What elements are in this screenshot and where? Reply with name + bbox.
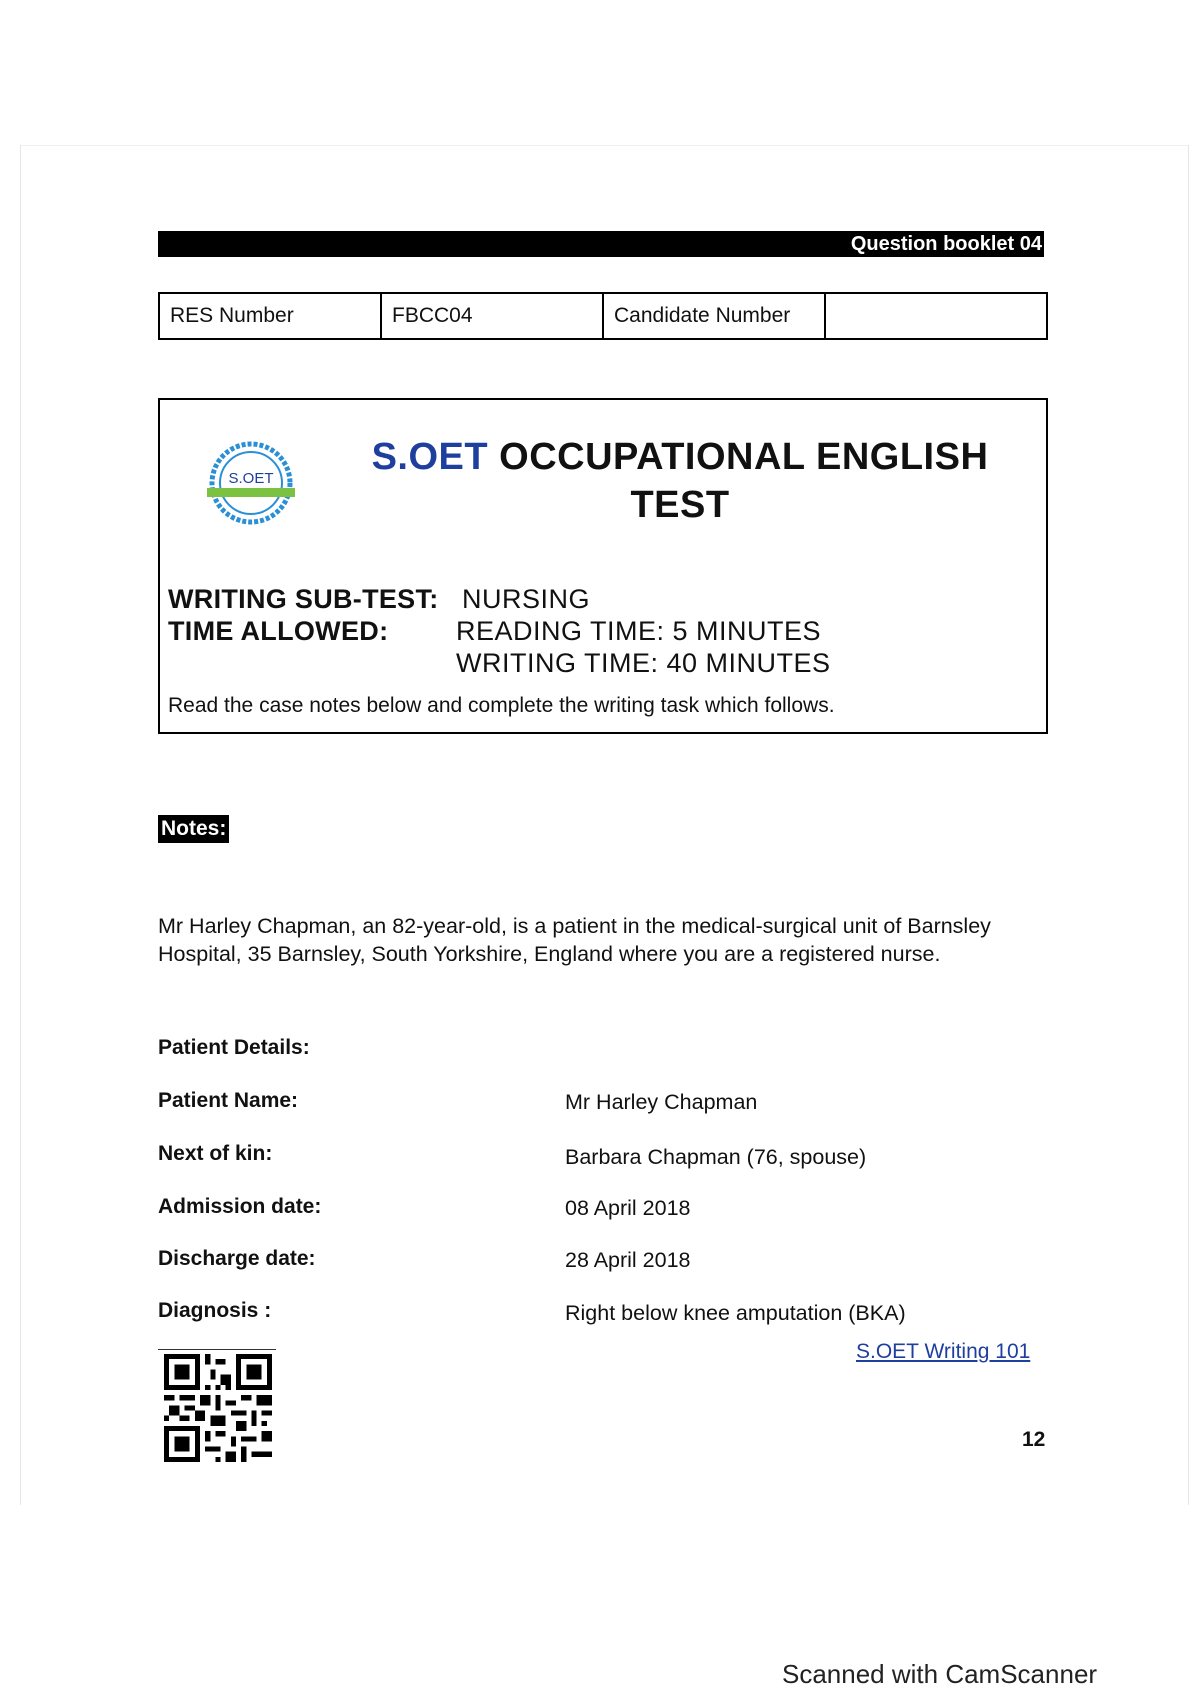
detail-label: Admission date: — [158, 1195, 322, 1218]
title-accent: S.OET — [371, 436, 489, 478]
page-edge — [20, 145, 1188, 146]
booklet-header: Question booklet 04 — [158, 231, 1044, 257]
subtest-value: NURSING — [462, 584, 591, 614]
detail-value: Right below knee amputation (BKA) — [565, 1301, 906, 1325]
qr-rule — [158, 1349, 276, 1350]
detail-value: Mr Harley Chapman — [565, 1090, 758, 1114]
qr-code-icon[interactable] — [164, 1354, 272, 1462]
scan-credit: Scanned with CamScanner — [782, 1659, 1098, 1689]
time-allowed-label: TIME ALLOWED: — [168, 616, 389, 646]
soet-writing-link[interactable]: S.OET Writing 101 — [856, 1340, 1031, 1363]
detail-value: 28 April 2018 — [565, 1248, 691, 1272]
page-edge — [20, 145, 21, 1505]
detail-label: Patient Name: — [158, 1089, 299, 1112]
notes-label: Notes: — [158, 815, 229, 843]
reading-time: READING TIME: 5 MINUTES — [456, 616, 822, 646]
detail-label: Next of kin: — [158, 1142, 273, 1165]
detail-label: Discharge date: — [158, 1247, 316, 1270]
case-intro-line: Hospital, 35 Barnsley, South Yorkshire, England where you are a registered nurse. — [158, 942, 941, 966]
detail-value: Barbara Chapman (76, spouse) — [565, 1145, 867, 1169]
candidate-number-value[interactable] — [826, 294, 1046, 338]
res-number-value: FBCC04 — [382, 294, 604, 338]
logo-text: S.OET — [228, 470, 274, 487]
title-rest: OCCUPATIONAL ENGLISH — [499, 436, 989, 478]
candidate-number-label: Candidate Number — [604, 294, 826, 338]
test-title-line2: TEST — [630, 484, 730, 526]
case-intro — [158, 912, 1058, 968]
case-intro-line: Mr Harley Chapman, an 82-year-old, is a patient in the medical-surgical unit of Barnsley — [158, 914, 991, 938]
subtest-label: WRITING SUB-TEST: — [168, 584, 439, 614]
detail-value: 08 April 2018 — [565, 1196, 691, 1220]
page-number: 12 — [1022, 1428, 1046, 1451]
detail-label: Diagnosis : — [158, 1299, 272, 1322]
instructions: Read the case notes below and complete the writing task which follows. — [168, 694, 835, 717]
res-table — [158, 292, 1048, 340]
test-title — [360, 436, 1000, 479]
page-edge — [1188, 145, 1189, 1505]
soet-logo-icon — [205, 440, 297, 526]
writing-time: WRITING TIME: 40 MINUTES — [456, 648, 831, 678]
patient-details-heading: Patient Details: — [158, 1036, 310, 1059]
res-number-label: RES Number — [160, 294, 382, 338]
